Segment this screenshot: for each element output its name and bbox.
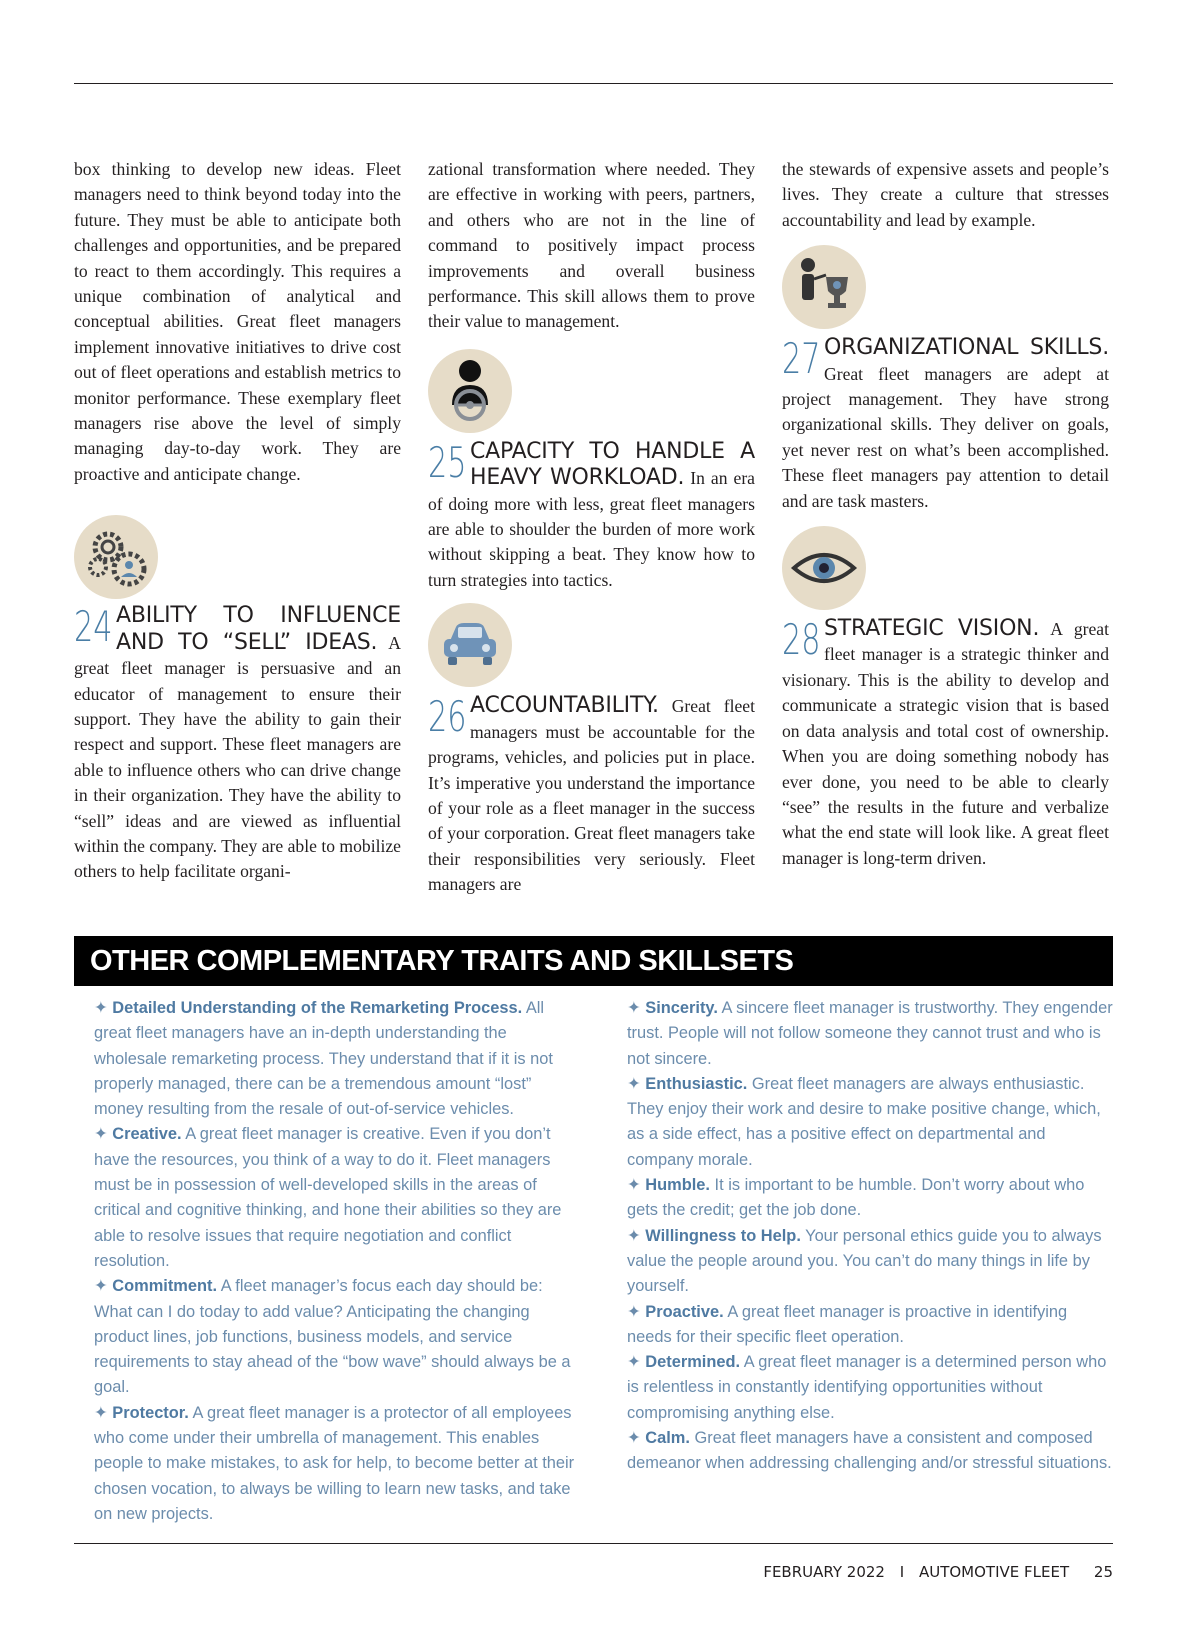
trait-remarketing: ✦ Detailed Understanding of the Remarketing Process. All great fleet managers have an in-depth understanding the wholesale remarketing process. They understand that if it is not properly managed, there can be a tremendous amount “lost” money resulting from the resale of out-of-service vehicles. xyxy=(94,999,553,1119)
item-26-body: Great fleet managers must be accountable for the programs, vehicles, and policies put in place. It’s imperative you understand the importance of your role as a fleet manager in the success of your corporation. Great fleet managers take their responsibilities very seriously. Fleet managers are xyxy=(428,696,755,895)
page-footer xyxy=(763,1563,1113,1581)
item-24-body: A great fleet manager is persuasive and an educator of management to ensure their support. They have the ability to gain their respect and support. These fleet managers are able to influence others who can drive change in their organization. They have the ability to “sell” ideas and are viewed as influential within the company. They are able to mobilize others to help facilitate organi- xyxy=(74,632,401,882)
trait-calm: ✦ Calm. Great fleet managers have a consistent and composed demeanor when addressing challenging and/or stressful situations. xyxy=(627,1429,1112,1473)
trait-sincerity: ✦ Sincerity. A sincere fleet manager is trustworthy. They engender trust. People will not follow someone they cannot trust and who is not sincere. xyxy=(627,999,1113,1068)
footer-separator: I xyxy=(899,1563,905,1581)
gears-person-icon xyxy=(74,515,158,599)
item-26 xyxy=(428,693,755,897)
trait-enthusiastic: ✦ Enthusiastic. Great fleet managers are always enthusiastic. They enjoy their work and desire to make positive change, which, as a side effect, has a positive effect on departmental and company morale. xyxy=(627,1074,1101,1169)
item-24 xyxy=(74,603,401,884)
item-27 xyxy=(782,335,1109,514)
trait-commitment: ✦ Commitment. A fleet manager’s focus each day should be: What can I do today to add value? Anticipating the changing product lines, job functions, business models, and service requirements to stay ahead of the “bow wave” should always be a goal. xyxy=(94,1277,571,1397)
trait-creative: ✦ Creative. A great fleet manager is creative. Even if you don’t have the resources, you think of a way to do it. Fleet managers must be in possession of well-developed skills in the areas of critical and cognitive thinking, and hone their abilities so they are able to resolve issues that require negotiation and conflict resolution. xyxy=(94,1125,562,1270)
item-26-heading: ACCOUNTABILITY. xyxy=(470,693,659,719)
item-28 xyxy=(782,616,1109,871)
item-28-body: A great fleet manager is a strategic thinker and visionary. This is the ability to develop and communicate a strategic vision that is based on data analysis and total cost of ownership. When you are doing something nobody has ever done, you need to be able to clearly “see” the results in the future and verbalize what the end state will look like. A great fleet manager is long-term driven. xyxy=(782,619,1110,868)
item-24-number: 24 xyxy=(74,602,113,652)
column-1 xyxy=(74,157,401,885)
item-27-heading: ORGANIZATIONAL SKILLS. xyxy=(824,335,1109,361)
column-3-intro: the stewards of expensive assets and people’s lives. They create a culture that stresses accountability and lead by example. xyxy=(782,159,1109,230)
presenter-trophy-icon xyxy=(782,245,866,329)
top-rule xyxy=(74,83,1113,84)
sidebar-title: OTHER COMPLEMENTARY TRAITS AND SKILLSETS xyxy=(74,936,1113,986)
page-number: 25 xyxy=(1093,1563,1113,1581)
trait-proactive: ✦ Proactive. A great fleet manager is proactive in identifying needs for their specific fleet operation. xyxy=(627,1302,1068,1346)
trait-humble: ✦ Humble. It is important to be humble. Don’t worry about who gets the credit; get the job done. xyxy=(627,1176,1085,1220)
item-25-number: 25 xyxy=(428,437,467,487)
driver-steering-wheel-icon xyxy=(428,349,512,433)
bottom-rule xyxy=(74,1543,1113,1544)
item-28-heading: STRATEGIC VISION. xyxy=(824,616,1040,642)
column-3 xyxy=(782,157,1109,871)
footer-issue: FEBRUARY 2022 xyxy=(763,1563,885,1581)
eye-icon xyxy=(782,526,866,610)
item-27-number: 27 xyxy=(782,334,821,384)
column-1-intro: box thinking to develop new ideas. Fleet managers need to think beyond today into the future. They must be able to anticipate both challenges and opportunities, and be prepared to react to them accordingly. This requires a unique combination of analytical and conceptual abilities. Great fleet managers implement innovative initiatives to drive cost out of fleet operations and establish metrics to monitor performance. These exemplary fleet managers rise above the level of simply managing day-to-day work. They are proactive and anticipate change. xyxy=(74,159,401,484)
footer-publication: AUTOMOTIVE FLEET xyxy=(918,1563,1070,1581)
item-25-body: In an era of doing more with less, great fleet managers are able to shoulder the burden of more work without skipping a beat. They know how to turn strategies into tactics. xyxy=(428,468,755,590)
car-front-icon xyxy=(428,603,512,687)
item-27-body: Great fleet managers are adept at project management. They have strong organizational skills. They deliver on goals, yet never rest on what’s been accomplished. These fleet managers pay attention to detail and are task masters. xyxy=(782,363,1109,511)
column-2 xyxy=(428,157,755,898)
sidebar-right-column xyxy=(627,996,1113,1477)
trait-determined: ✦ Determined. A great fleet manager is a determined person who is relentless in constantly identifying opportunities without compromising anything else. xyxy=(627,1353,1107,1422)
item-24-heading: ABILITY TO INFLUENCE AND TO “SELL” IDEAS. xyxy=(116,603,401,655)
item-28-number: 28 xyxy=(782,615,821,665)
item-26-number: 26 xyxy=(428,692,467,742)
sidebar-left-column xyxy=(94,996,583,1527)
column-2-intro: zational transformation where needed. They are effective in working with peers, partners, and others who are not in the line of command to positively impact process improvements and overall business performance. This skill allows them to prove their value to management. xyxy=(428,159,755,332)
item-25 xyxy=(428,439,755,593)
trait-protector: ✦ Protector. A great fleet manager is a protector of all employees who come under their umbrella of management. This enables people to make mistakes, to ask for help, to become better at their chosen vocation, to always be willing to learn new tasks, and take on new projects. xyxy=(94,1403,575,1523)
trait-willingness: ✦ Willingness to Help. Your personal ethics guide you to always value the people around you. You can’t do many things in life by yourself. xyxy=(627,1226,1102,1296)
item-25-heading: CAPACITY TO HANDLE A HEAVY WORKLOAD. xyxy=(470,438,755,491)
